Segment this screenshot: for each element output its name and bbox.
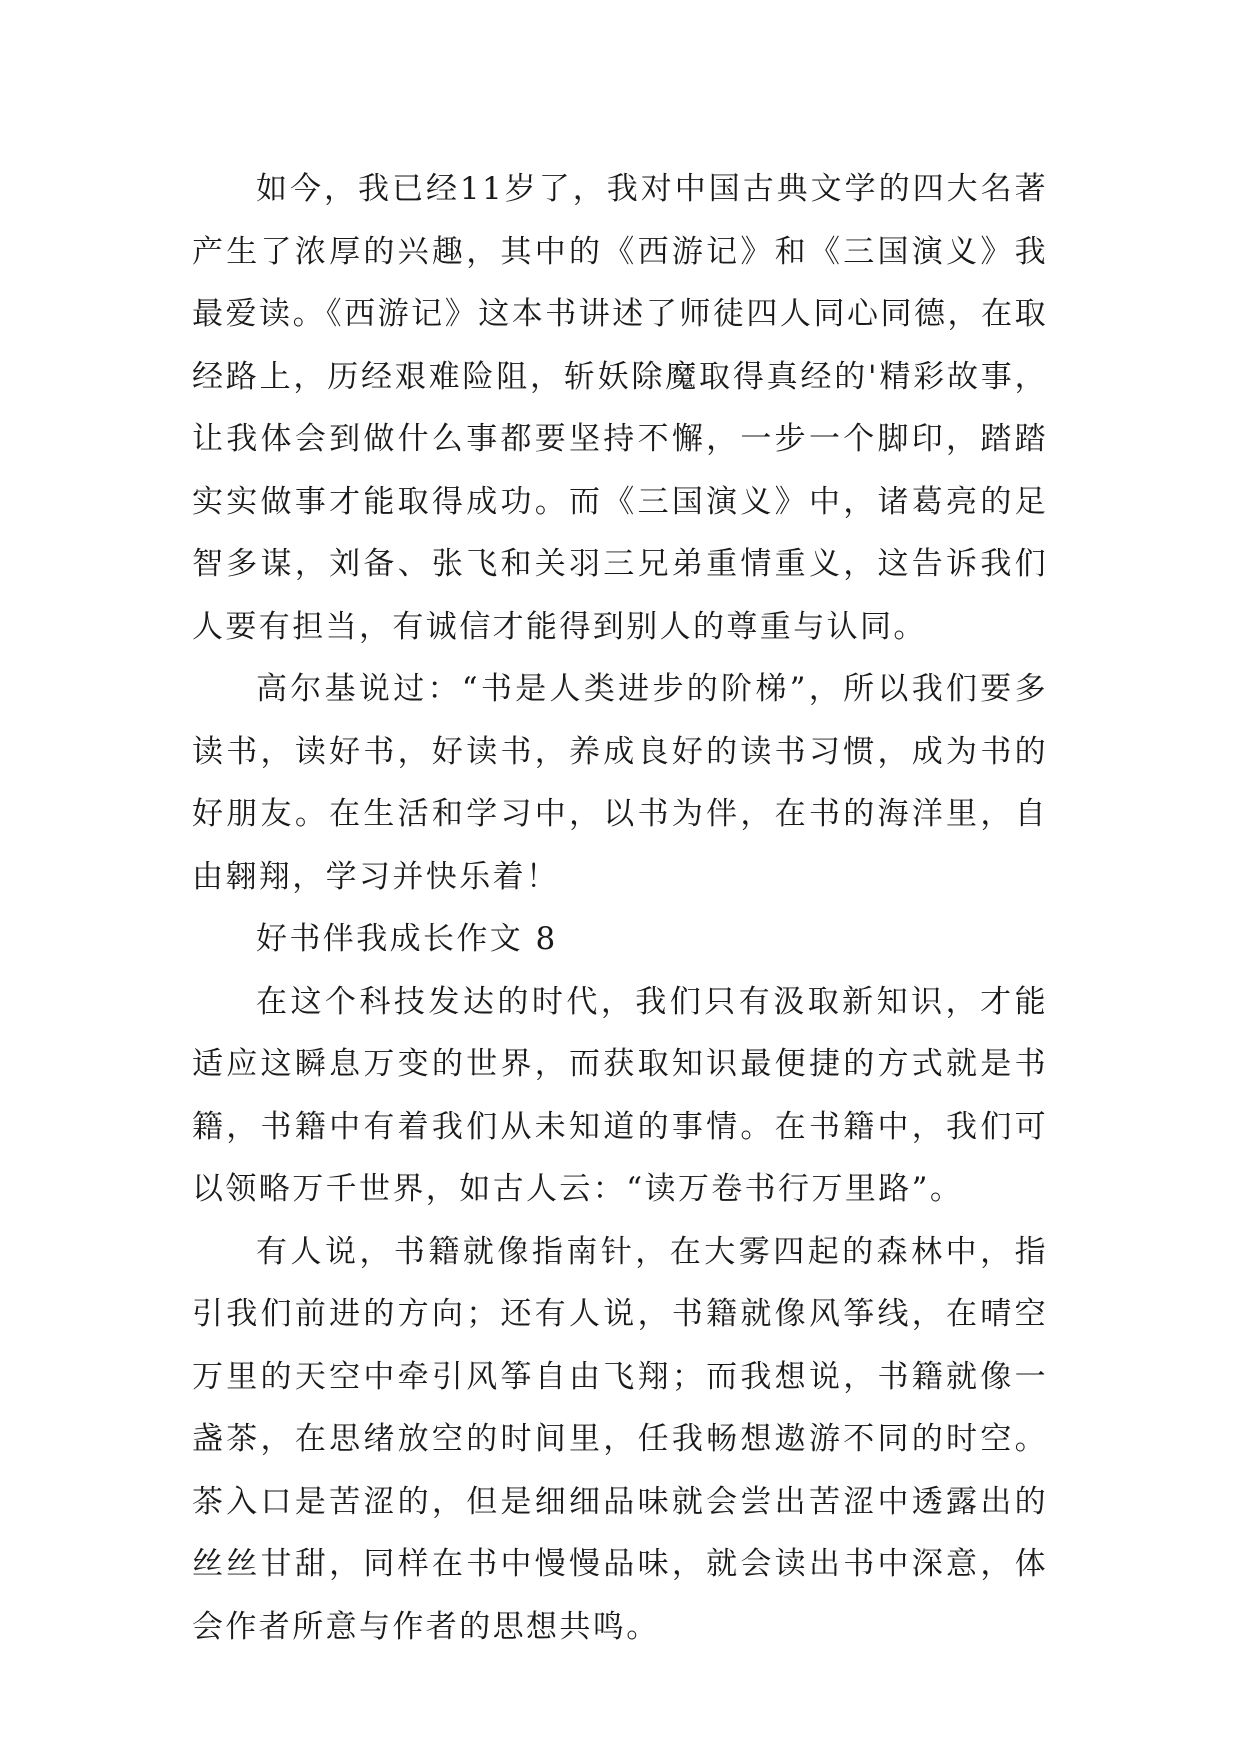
- paragraph-gorky-quote: 高尔基说过：“书是人类进步的阶梯”，所以我们要多读书，读好书，好读书，养成良好的读书习惯，成为书的好朋友。在生活和学习中，以书为伴，在书的海洋里，自由翱翔，学习并快乐着！: [192, 671, 1048, 895]
- paragraph-four-classics: 如今，我已经11岁了，我对中国古典文学的四大名著产生了浓厚的兴趣，其中的《西游记》和《三国演义》我最爱读。《西游记》这本书讲述了师徒四人同心同德，在取经路上，历经艰难险阻，斩妖除魔取得真经的'精彩故事，让我体会到做什么事都要坚持不懈，一步一个脚印，踏踏实实做事才能取得成功。而《三国演义》中，诸葛亮的足智多谋，刘备、张飞和关羽三兄弟重情重义，这告诉我们人要有担当，有诚信才能得到别人的尊重与认同。: [192, 171, 1048, 645]
- section-title: 好书伴我成长作文 8: [256, 921, 558, 957]
- paragraph-technology-era: 在这个科技发达的时代，我们只有汲取新知识，才能适应这瞬息万变的世界，而获取知识最便捷的方式就是书籍，书籍中有着我们从未知道的事情。在书籍中，我们可以领略万千世界，如古人云：“读万卷书行万里路”。: [192, 983, 1048, 1207]
- paragraph-book-metaphors: 有人说，书籍就像指南针，在大雾四起的森林中，指引我们前进的方向；还有人说，书籍就像风筝线，在晴空万里的天空中牵引风筝自由飞翔；而我想说，书籍就像一盏茶，在思绪放空的时间里，任我畅想遨游不同的时空。茶入口是苦涩的，但是细细品味就会尝出苦涩中透露出的丝丝甘甜，同样在书中慢慢品味，就会读出书中深意，体会作者所意与作者的思想共鸣。: [192, 1233, 1048, 1645]
- document-body: [192, 158, 1048, 1658]
